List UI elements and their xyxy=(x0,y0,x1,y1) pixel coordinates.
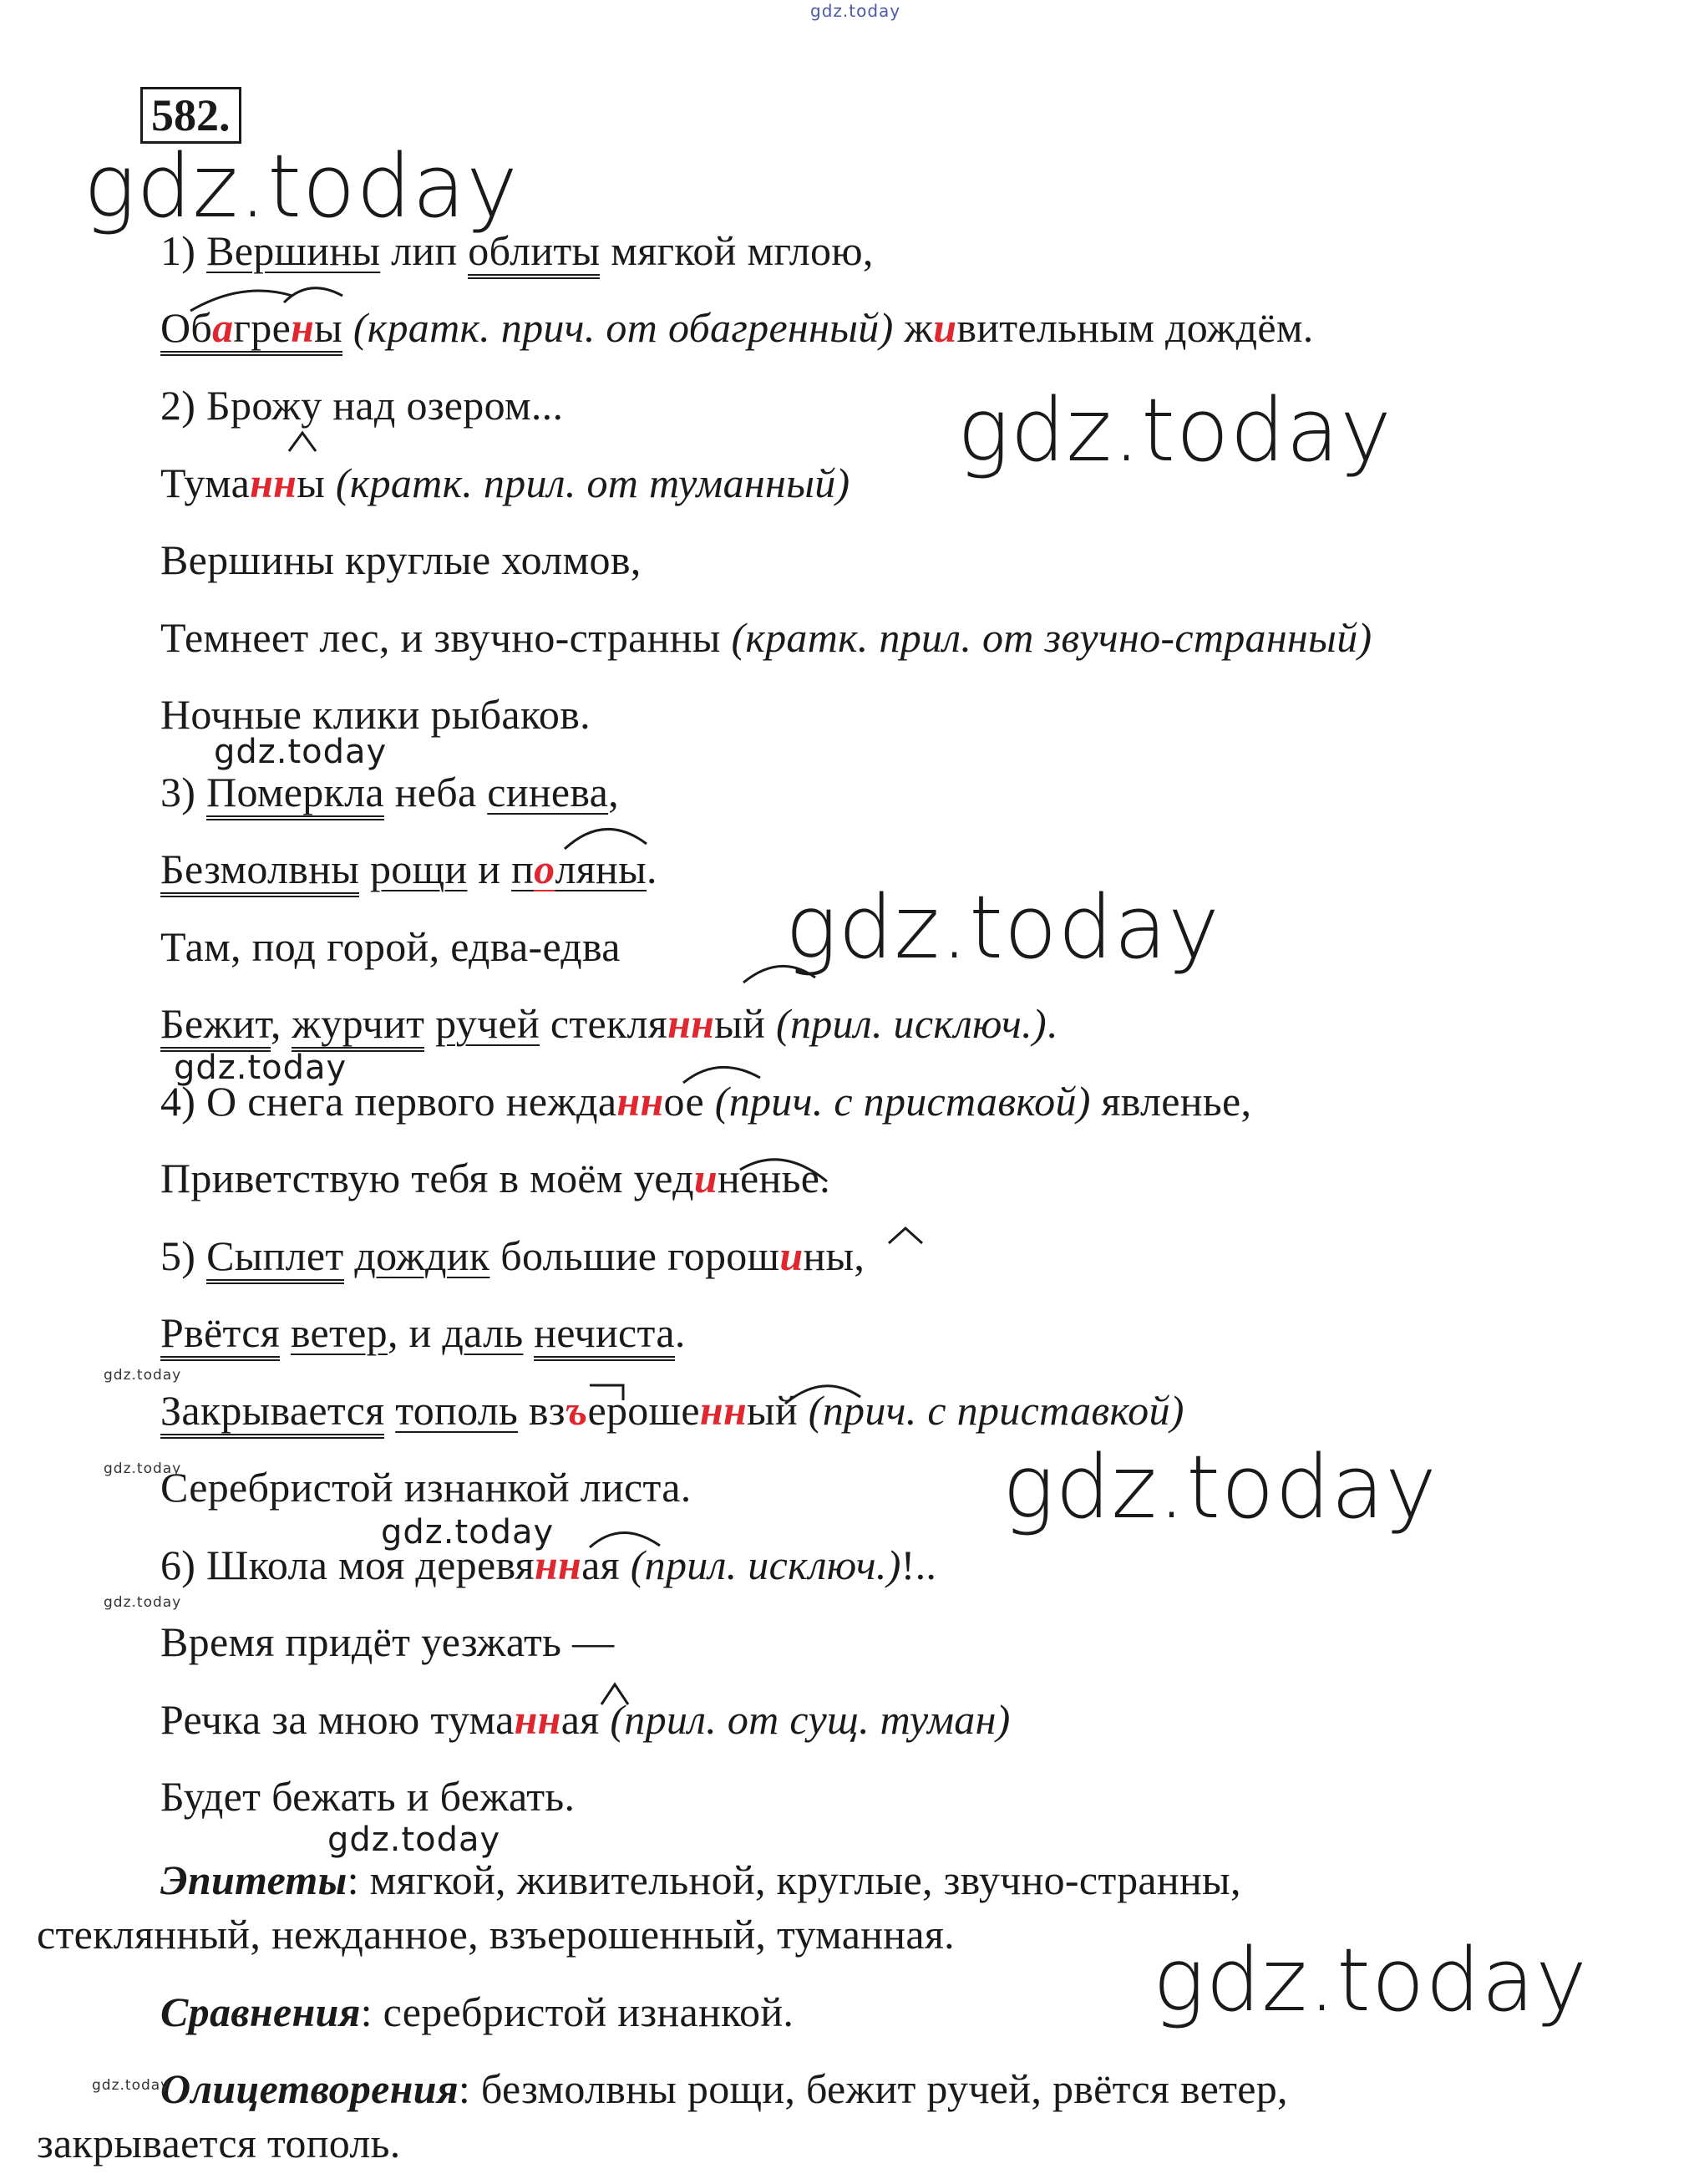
text-segment: , xyxy=(270,1000,292,1047)
watermark: gdz.today xyxy=(104,1594,182,1611)
text-segment: ероше xyxy=(587,1387,700,1434)
arc-mark xyxy=(590,1532,660,1547)
spelling-highlight: нн xyxy=(616,1078,664,1125)
text-segment: . xyxy=(674,1309,686,1356)
spelling-highlight: и xyxy=(933,304,957,351)
caret-mark xyxy=(289,433,316,451)
text-segment: , и xyxy=(387,1309,443,1356)
text-segment: 5) xyxy=(160,1232,207,1279)
personifications-line-1 xyxy=(160,2064,1288,2114)
arc-mark xyxy=(889,1228,922,1243)
text-segment: лип xyxy=(380,227,469,274)
text-segment: ненье. xyxy=(717,1155,830,1201)
watermark: gdz.today xyxy=(104,1460,182,1477)
spelling-highlight: нн xyxy=(535,1541,582,1588)
text-segment: !.. xyxy=(900,1541,937,1588)
text-segment: ое xyxy=(663,1078,704,1125)
text-segment: 3) xyxy=(160,769,207,815)
text-segment: вз xyxy=(518,1387,566,1434)
text-segment: ручей xyxy=(435,1000,540,1047)
text-segment: . xyxy=(647,846,657,892)
arc-mark xyxy=(740,1160,827,1181)
text-segment: стекля xyxy=(540,1000,668,1047)
watermark: gdz.today xyxy=(214,733,388,771)
text-segment: 1) xyxy=(160,227,207,274)
text-segment: ны, xyxy=(803,1232,865,1279)
epithets-line-1 xyxy=(160,1855,1241,1905)
watermark: gdz.today xyxy=(92,2077,170,2094)
spelling-highlight: нн xyxy=(667,1000,715,1047)
text-segment: ый xyxy=(714,1000,766,1047)
text-segment: нечиста xyxy=(534,1309,675,1361)
text-segment: Бежит xyxy=(160,1000,271,1052)
text-segment: дождик xyxy=(354,1232,490,1279)
text-segment: п xyxy=(511,846,535,892)
personifications-line-2: закрывается тополь. xyxy=(37,2120,401,2166)
text-segment: тополь xyxy=(395,1387,519,1434)
text-segment: Сыплет xyxy=(206,1232,344,1284)
caret-mark xyxy=(601,1684,628,1704)
text-segment: 6) Школа моя деревя xyxy=(160,1541,535,1588)
text-segment: (прил. исключ.) xyxy=(619,1541,901,1588)
arc-mark xyxy=(785,1386,860,1404)
text-segment: . xyxy=(1046,1000,1057,1047)
text-segment: облиты xyxy=(468,227,600,279)
text-segment: Рвётся xyxy=(160,1309,280,1361)
text-segment: мягкой мглою, xyxy=(600,227,874,274)
text-segment: Вершины xyxy=(206,227,381,274)
text-segment: большие горош xyxy=(489,1232,780,1279)
text-segment: Темнеет лес, и звучно-странны xyxy=(160,614,732,661)
text-segment: Закрывается xyxy=(160,1387,384,1439)
spelling-highlight: нн xyxy=(250,460,297,506)
arc-mark xyxy=(284,288,342,302)
watermark: gdz.today xyxy=(1002,1436,1438,1538)
text-segment: неба xyxy=(383,769,488,815)
watermark: gdz.today xyxy=(957,379,1392,481)
spelling-highlight: н xyxy=(291,304,314,356)
spelling-highlight: нн xyxy=(514,1696,561,1743)
exercise-number: 582. xyxy=(140,87,241,144)
watermark: gdz.today xyxy=(327,1821,501,1859)
text-segment: 4) О снега первого нежда xyxy=(160,1078,617,1125)
watermark: gdz.today xyxy=(381,1513,555,1552)
text-segment: Вершины круглые холмов, xyxy=(160,536,642,583)
arc-mark xyxy=(190,291,292,311)
watermark: gdz.today xyxy=(84,135,519,237)
watermark: gdz.today xyxy=(104,1367,182,1384)
watermark: gdz.today xyxy=(1153,1929,1588,2031)
text-segment: ый xyxy=(747,1387,798,1434)
watermark: gdz.today xyxy=(785,876,1220,978)
text-segment: рощи xyxy=(369,846,468,892)
text-segment: (прил. исключ.) xyxy=(765,1000,1047,1047)
text-segment: (кратк. прил. от звучно-странный) xyxy=(731,614,1372,661)
comparisons-label: Сравнения xyxy=(160,1988,361,2035)
epithets-label: Эпитеты xyxy=(160,1856,347,1903)
text-segment: Померкла xyxy=(206,769,384,820)
spelling-highlight: и xyxy=(779,1232,804,1279)
text-segment: ляны xyxy=(555,846,647,892)
text-segment: даль xyxy=(442,1309,524,1356)
text-segment: ая xyxy=(560,1696,600,1743)
text-segment: ы xyxy=(297,460,326,506)
text-segment: Об xyxy=(160,304,212,356)
spelling-highlight: и xyxy=(693,1155,718,1201)
text-segment: синева xyxy=(487,769,609,815)
text-segment: Там, под горой, едва-едва xyxy=(160,923,621,970)
comparisons-line xyxy=(160,1987,794,2037)
text-segment: явленье, xyxy=(1090,1078,1252,1125)
text-segment: ая xyxy=(581,1541,620,1588)
text-segment: гре xyxy=(233,304,291,356)
watermark: gdz.today xyxy=(174,1049,347,1087)
text-segment: (прич. с приставкой) xyxy=(797,1387,1184,1434)
text-segment: (прич. с приставкой) xyxy=(703,1078,1091,1125)
arc-mark xyxy=(683,1067,760,1083)
personifications-text: : безмолвны рощи, бежит ручей, рвётся ветер, xyxy=(458,2065,1288,2112)
epithets-text: : мягкой, живительной, круглые, звучно-странны, xyxy=(347,1856,1241,1903)
text-segment: (кратк. прил. от туманный) xyxy=(325,460,850,506)
text-segment: и xyxy=(467,846,512,892)
text-segment: (кратк. прич. от обагренный) xyxy=(342,304,894,351)
text-segment: , xyxy=(608,769,619,815)
arc-mark xyxy=(565,829,647,849)
text-segment: Время придёт уезжать — xyxy=(160,1618,615,1665)
epithets-line-2: стеклянный, нежданное, взъерошенный, туманная. xyxy=(37,1911,955,1958)
text-segment: Приветствую тебя в моём уед xyxy=(160,1155,694,1201)
spelling-highlight: а xyxy=(212,304,233,356)
personifications-label: Олицетворения xyxy=(160,2065,459,2112)
text-segment: Ночные клики рыбаков. xyxy=(160,691,591,738)
text-segment: Тума xyxy=(160,460,251,506)
text-segment: Речка за мною тума xyxy=(160,1696,515,1743)
text-segment: 2) Брожу над озером... xyxy=(160,382,564,429)
text-segment: вительным дождём. xyxy=(956,304,1314,351)
text-segment: журчит xyxy=(292,1000,424,1052)
text-segment: Безмолвны xyxy=(160,846,359,897)
site-label: gdz.today xyxy=(810,1,901,21)
text-segment: ж xyxy=(893,304,934,351)
text-segment: (прил. от сущ. туман) xyxy=(599,1696,1011,1743)
corner-mark xyxy=(590,1385,623,1400)
spelling-highlight: ъ xyxy=(565,1387,588,1434)
text-segment: Будет бежать и бежать. xyxy=(160,1773,576,1820)
comparisons-text: : серебристой изнанкой. xyxy=(360,1988,794,2035)
text-segment: ы xyxy=(314,304,342,356)
spelling-highlight: нн xyxy=(699,1387,748,1434)
spelling-highlight: о xyxy=(534,846,555,892)
text-segment: Серебристой изнанкой листа. xyxy=(160,1464,692,1511)
text-segment: ветер xyxy=(290,1309,388,1356)
